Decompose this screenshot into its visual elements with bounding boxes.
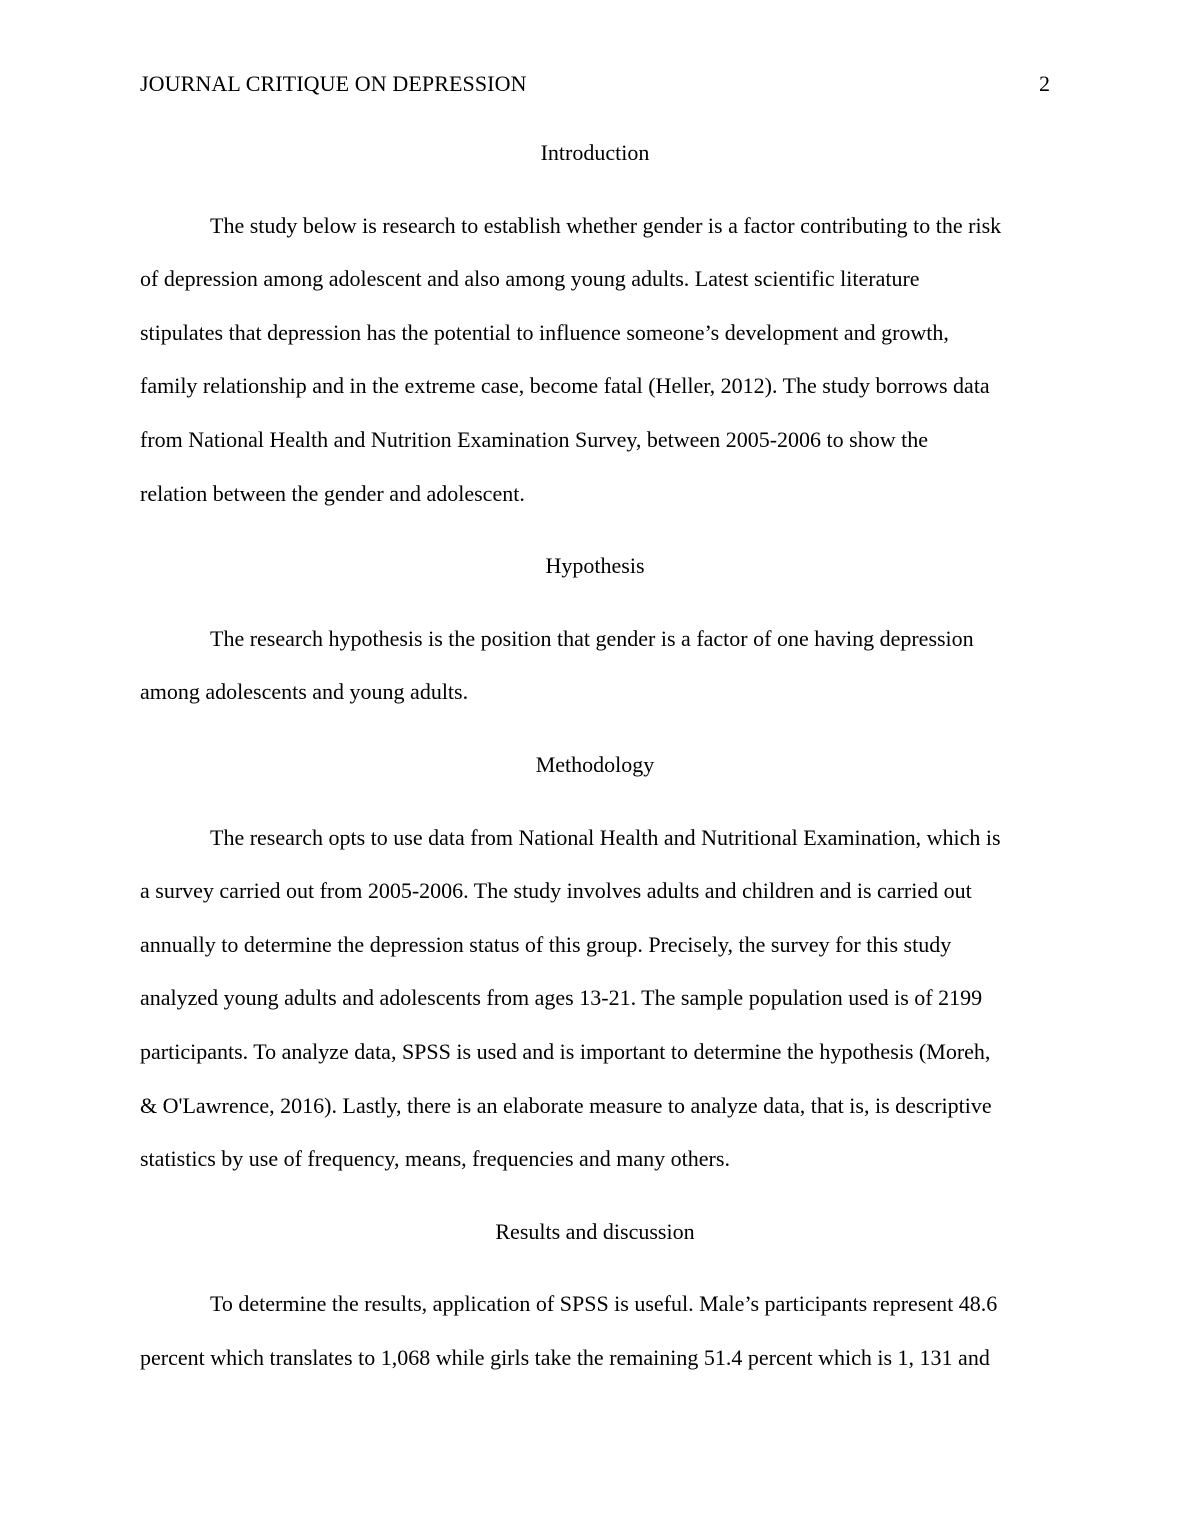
hypothesis-paragraph	[140, 612, 1050, 738]
paragraph-line: a survey carried out from 2005-2006. The study involves adults and children and is carried out	[140, 878, 972, 904]
methodology-paragraph	[140, 811, 1050, 1205]
paragraph-line: from National Health and Nutrition Examination Survey, between 2005-2006 to show the	[140, 426, 928, 452]
paragraph-line: The research opts to use data from National Health and Nutritional Examination, which is	[210, 824, 1001, 850]
paragraph-line: percent which translates to 1,068 while girls take the remaining 51.4 percent which is 1, 131 and	[140, 1344, 990, 1370]
section-heading-introduction: Introduction	[540, 140, 650, 165]
paragraph-line: The research hypothesis is the position that gender is a factor of one having depression	[210, 625, 974, 651]
document-body	[140, 126, 1050, 1403]
introduction-paragraph	[140, 199, 1050, 540]
paragraph-line: among adolescents and young adults.	[140, 679, 469, 705]
paragraph-line: The study below is research to establish whether gender is a factor contributing to the risk	[210, 212, 1002, 238]
paragraph-line: annually to determine the depression status of this group. Precisely, the survey for this study	[140, 931, 952, 957]
results-paragraph	[140, 1277, 1050, 1403]
running-head-title: JOURNAL CRITIQUE ON DEPRESSION	[140, 71, 527, 96]
paragraph-line: relation between the gender and adolescent.	[140, 480, 525, 506]
paragraph-line: statistics by use of frequency, means, frequencies and many others.	[140, 1146, 730, 1172]
paragraph-line: stipulates that depression has the potential to influence someone’s development and growth,	[140, 319, 949, 345]
paragraph-line: family relationship and in the extreme case, become fatal (Heller, 2012). The study borrows data	[140, 373, 990, 399]
paragraph-line: analyzed young adults and adolescents from ages 13-21. The sample population used is of 2199	[140, 985, 983, 1011]
paragraph-line: participants. To analyze data, SPSS is used and is important to determine the hypothesis (Moreh,	[140, 1038, 991, 1064]
paragraph-line: & O'Lawrence, 2016). Lastly, there is an elaborate measure to analyze data, that is, is descriptive	[140, 1092, 992, 1118]
page-number: 2	[1039, 71, 1050, 96]
paragraph-line: To determine the results, application of SPSS is useful. Male’s participants represent 48.6	[210, 1291, 998, 1317]
section-heading-results: Results and discussion	[495, 1218, 695, 1244]
paragraph-line: of depression among adolescent and also among young adults. Latest scientific literature	[140, 266, 920, 292]
section-heading-methodology: Methodology	[535, 751, 655, 777]
running-header	[140, 70, 1050, 98]
section-heading-hypothesis: Hypothesis	[545, 553, 645, 579]
